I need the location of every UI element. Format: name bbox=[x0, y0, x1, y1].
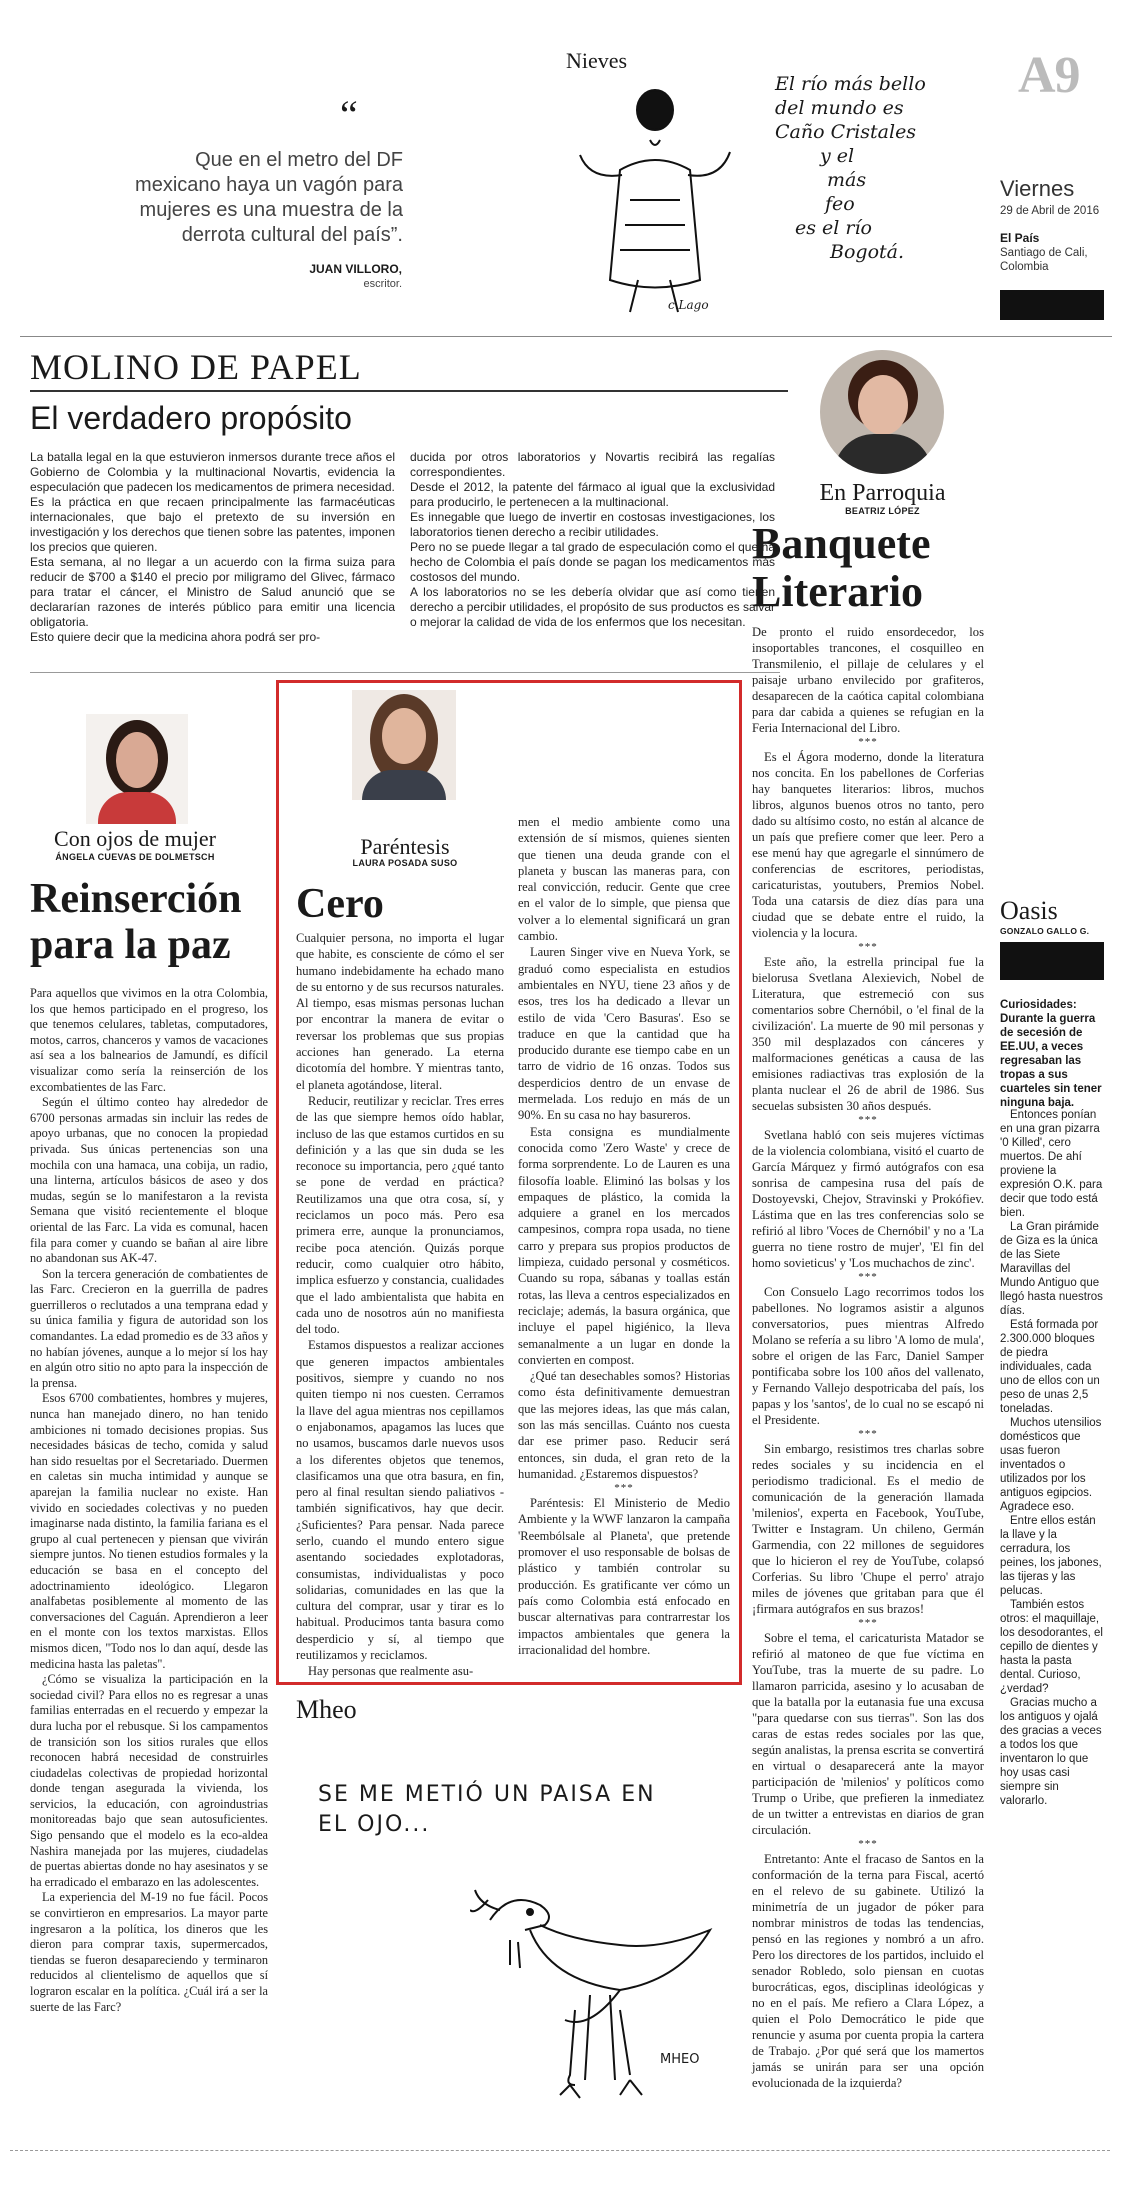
paragraph: Es el Ágora moderno, donde la literatura nos concita. En los pabellones de Corferias hay banquetes literarios: libros, muchos libros, algunos buenos otros no tanto, pero dado su altísimo costo, no están al alcance de un país que prefiere comer que leer. Pero a ese menú hay que agregarle el sinnúmero de conferencias de escritores, periodistas, caricaturistas, youtubers, Premios Nobel. Toda una catarsis de diez días para una ciudad que se debate entre el ruido, la violencia y la locura. bbox=[752, 750, 984, 940]
quote-role: escritor. bbox=[363, 278, 402, 290]
paragraph: Entre ellos están la llave y la cerradura, los peines, los jabones, las tijeras y las pelucas. bbox=[1000, 1515, 1102, 1597]
paragraph: La batalla legal en la que estuvieron inmersos durante trece años el Gobierno de Colombia y la multinacional Novartis, evidencia la especulación que padecen los medicamentos de primera necesidad. bbox=[30, 450, 395, 494]
molino-col2 bbox=[410, 450, 775, 630]
paper-name: El País bbox=[1000, 231, 1040, 245]
paragraph: Este año, la estrella principal fue la bielorusa Svetlana Alexievich, Nobel de Literatura, que estremeció con sus comentarios sobre Chernóbil, o 'el final de la civilización'. La muerte de 90 mil personas y 350 mil desplazados con cánceres y malformaciones genéticas a causa de las emisiones radiactivas tras explosión de la planta nuclear el 26 de abril de 1986. Sus secuelas subsisten 30 años después. bbox=[752, 955, 984, 1113]
quote-mark: “ bbox=[340, 92, 358, 137]
city: Santiago de Cali, Colombia bbox=[1000, 247, 1088, 273]
caption-line: más bbox=[827, 169, 867, 191]
parentesis-column-name: Paréntesis bbox=[360, 834, 450, 859]
masthead-black-bar bbox=[1000, 290, 1104, 320]
paragraph: Muchos utensilios domésticos que usas fueron inventados o utilizados por los antiguos egipcios. Agradece eso. bbox=[1000, 1417, 1102, 1513]
page-number: A9 bbox=[1018, 47, 1080, 104]
oasis-byline: GONZALO GALLO G. bbox=[1000, 926, 1090, 936]
parentesis-title: Cero bbox=[296, 881, 384, 927]
parentesis-col2 bbox=[518, 814, 730, 1658]
separator-stars: *** bbox=[858, 941, 878, 953]
paragraph: ¿Cómo se visualiza la participación en la sociedad civil? Para ellos no es regresar a unas familias enterradas en el recuerdo y empezar la dura lucha por el rebusque. Si los campamentos de transición son los sitios rurales que ellos reconocen habrá necesidad de construirles ciudadelas colectivas de propiedad horizontal donde tengan asegurada la vivienda, los servicios, la educación, con agroindustrias monitoreadas bajo que sean autosuficientes. Sigo pensando que el modelo es la eco-aldea Nashira manejada por las mujeres, ciudadelas de puertas abiertas donde no hay asesinatos y se ha erradicado el embarazo en las adolescentes. bbox=[30, 1672, 268, 1889]
quote-author: JUAN VILLORO, bbox=[309, 262, 402, 276]
paragraph: También estos otros: el maquillaje, los desodorantes, el cepillo de dientes y hasta la pasta dental. Curioso, ¿verdad? bbox=[1000, 1599, 1103, 1695]
separator-stars: *** bbox=[858, 1838, 878, 1850]
parroquia-body bbox=[752, 624, 984, 2091]
parentesis-byline: LAURA POSADA SUSO bbox=[352, 858, 458, 868]
top-cartoon-caption bbox=[775, 72, 955, 264]
molino-col1 bbox=[30, 450, 395, 645]
page-bottom-edge bbox=[10, 2150, 1110, 2151]
oasis-lead: Curiosidades: Durante la guerra de secesión de EE.UU, a veces regresaban las tropas a sus cuarteles sin tener ninguna baja. bbox=[1000, 999, 1102, 1109]
mheo-column-name: Mheo bbox=[296, 1695, 357, 1724]
paragraph: Entonces ponían en una gran pizarra '0 Killed', cero muertos. De ahí proviene la expresión O.K. para decir que todo está bien. bbox=[1000, 1109, 1103, 1219]
caption-line: Bogotá. bbox=[830, 241, 905, 263]
molino-section-title: MOLINO DE PAPEL bbox=[30, 347, 362, 387]
mheo-cartoon bbox=[470, 1870, 730, 2130]
paragraph: A los laboratorios no se les debería olvidar que así como tienen derecho a percibir utilidades, el propósito de sus productos es salvar o mejorar la calidad de vida de los enfermos que los necesitan. bbox=[410, 585, 775, 629]
paragraph: La experiencia del M-19 no fue fácil. Pocos se convirtieron en empresarios. La mayor parte ingresaron a la política, los dineros que les dieron para comprar taxis, supermercados, tiendas se fueron desapareciendo y terminaron reducidos al clientelismo de aquellos que sí lograron escalar en la política. ¿Cuál irá a ser la suerte de las Farc? bbox=[30, 1890, 268, 2014]
mheo-bird-drawing bbox=[470, 1870, 730, 2130]
parroquia-column-name: En Parroquia bbox=[819, 480, 946, 506]
separator-stars: *** bbox=[858, 1617, 878, 1629]
ojos-author-photo bbox=[86, 714, 188, 824]
separator-stars: *** bbox=[858, 736, 878, 748]
paragraph: Pero no se puede llegar a tal grado de especulación como el que ha hecho de Colombia el país donde se pagan los medicamentos más costosos del mundo. bbox=[410, 540, 775, 584]
paragraph: men el medio ambiente como una extensión de sí mismos, quienes sienten que tienen una deuda grande con el planeta y buscan las maneras para, con real convicción, reducir. Gente que cree en el valor de lo simple, que piensa que volver a lo elemental significará un gran cambio. bbox=[518, 815, 730, 944]
paragraph: Hay personas que realmente asu- bbox=[308, 1664, 474, 1679]
oasis-body bbox=[1000, 1108, 1104, 1808]
oasis-black-bar bbox=[1000, 942, 1104, 980]
parroquia-byline: BEATRIZ LÓPEZ bbox=[845, 506, 920, 516]
separator-stars: *** bbox=[858, 1428, 878, 1440]
paragraph: De pronto el ruido ensordecedor, los insoportables trancones, el cosquilleo en Transmilenio, el pillaje de celulares y el paisaje urbano envilecido por grafiteros, desaparecen de la caótica capital colombiana para dar cabida a quienes se refugian en la Feria Internacional del Libro. bbox=[752, 625, 984, 735]
date: 29 de Abril de 2016 bbox=[1000, 205, 1100, 217]
separator-stars: *** bbox=[614, 1482, 634, 1495]
quote-text: Que en el metro del DF mexicano haya un vagón para mujeres es una muestra de la derrota cultural del país”. bbox=[135, 149, 403, 246]
mheo-signature: MHEO bbox=[660, 2052, 700, 2067]
paragraph: ducida por otros laboratorios y Novartis recibirá las regalías correspondientes. bbox=[410, 450, 775, 479]
paragraph: Sobre el tema, el caricaturista Matador se refirió al matoneo de que fue víctima en YouTube, tras la muerte de su padre. Lo llamaron parricida, asesino y lo acusaban de que la batalla por la eutanasia fue una excusa "para quedarse con sus tierras". Son las dos caras de estas redes sociales por las que, según analistas, la prensa escrita se convertirá en virtual o desaparecerá ante la mayor participación de 'milenios' y políticos como Trump o Uribe, que prefieren la inmediatez de un twitter a entrevistas en diarios de gran circulación. bbox=[752, 1631, 984, 1837]
paragraph: Desde el 2012, la patente del fármaco al igual que la exclusividad para producirlo, le pertenecen a la multinacional. bbox=[410, 480, 775, 509]
caption-line: y el bbox=[820, 145, 855, 167]
paragraph: Esta semana, al no llegar a un acuerdo con la firma suiza para reducir de $700 a $140 el precio por miligramo del Glivec, fármaco para tratar el cáncer, el Ministro de Salud anunció que se declararían razones de interés público para emitir una licencia obligatoria. bbox=[30, 555, 395, 629]
oasis-column-name: Oasis bbox=[1000, 896, 1058, 925]
ojos-title: Reinserción para la paz bbox=[30, 876, 242, 968]
paragraph: Con Consuelo Lago recorrimos todos los pabellones. No logramos asistir a algunos conversatorios, pues mientras Alfredo Molano se refería a su libro 'A lomo de mula', sobre el origen de las Farc, Daniel Samper pontificaba sobre los 100 años del vallenato, y Fernando Vallejo despotricaba del país, los papas y los 'santos', de lo cual no se escapó ni el Presidente. bbox=[752, 1285, 984, 1427]
paragraph: Para aquellos que vivimos en la otra Colombia, los que hemos participado en el progreso, los que tenemos celulares, tabletas, computadores, motos, carros, chanceros y vamos de vacaciones así sea a los balnearios de Jamundí, es difícil visualizar como sería la reinserción de los excombatientes de las Farc. bbox=[30, 986, 268, 1094]
section-name: Nieves bbox=[566, 48, 628, 73]
caption-line: El río más bello bbox=[775, 73, 926, 95]
molino-title: El verdadero propósito bbox=[30, 400, 352, 436]
paragraph: Estamos dispuestos a realizar acciones que generen impactos ambientales positivos, siempre y cuando no nos quiten tiempo ni nos cuesten. Cerramos la llave del agua mientras nos cepillamos o enjabonamos, apagamos las luces que no usamos, buscamos darle nuevos usos a los diferentes objetos que tenemos, clasificamos una que otra basura, en fin, pero al final resultan siendo paliativos -también significativos, hay que decir. ¿Suficientes? Para pensar. Nada parece serlo, cuando el mundo entero sigue asentando sociedades explotadoras, consumistas, individualistas y poco solidarias, comunidades en las que la cultura del comprar, usar y tirar es lo habitual. Producimos tanta basura como desperdicio y sí, al tiempo que reutilizamos y reciclamos. bbox=[296, 1338, 504, 1663]
ojos-column-name: Con ojos de mujer bbox=[54, 826, 216, 851]
paragraph: ¿Qué tan desechables somos? Historias como ésta definitivamente demuestran que las mejores ideas, las que más calan, son las más sencillas. Cuánto nos cuesta dar ese primer paso. Reducir será entonces, sin duda, el gran reto de la humanidad. ¿Estaremos dispuestos? bbox=[518, 1369, 730, 1481]
caption-line: Caño Cristales bbox=[775, 121, 917, 143]
date-day: Viernes bbox=[1000, 176, 1075, 201]
caption-line: es el río bbox=[795, 217, 872, 239]
paragraph: Lauren Singer vive en Nueva York, se graduó como especialista en estudios ambientales en NYU, tiene 23 años y de esos, tres los ha dedicado a llevar un estilo de vida 'Cero Basuras'. Eso se traduce en que la cantidad que ha producido durante ese tiempo cabe en un tarro de vidrio de 16 onzas. Todos sus desperdicios dentro de un envase de mermelada. Los redujo en más de un 90%. En su casa no hay basureros. bbox=[518, 945, 730, 1123]
parentesis-col1 bbox=[296, 930, 504, 1680]
paragraph: Paréntesis: El Ministerio de Medio Ambiente y la WWF lanzaron la campaña 'Reembólsale al Planeta', que pretende promover el uso responsable de bolsas de plástico y también controlar su producción. Es gratificante ver cómo un país como Colombia está enfocado en buscar alternativas para contrarrestar los impactos ambientales que genera la irracionalidad del hombre. bbox=[518, 1496, 730, 1657]
mheo-speech: SE ME METIÓ UN PAISA EN EL OJO... bbox=[318, 1782, 656, 1837]
paragraph: Es la práctica en que recaen principalmente las farmacéuticas internacionales, que bajo el pretexto de su inversión en investigación y los derechos que tienen sobre las patentes, imponen los precios que quieren. bbox=[30, 495, 395, 554]
caption-line: feo bbox=[825, 193, 855, 215]
caption-line: del mundo es bbox=[775, 97, 904, 119]
ojos-byline: ÁNGELA CUEVAS DE DOLMETSCH bbox=[55, 852, 215, 862]
paragraph: Es innegable que luego de invertir en costosas investigaciones, los laboratorios tienen derecho a recibir utilidades. bbox=[410, 510, 775, 539]
paragraph: Sin embargo, resistimos tres charlas sobre redes sociales y su incidencia en el periodismo tradicional. Es el medio de comunicación de la generación llamada 'milenios', experta en Facebook, YouTube, Twitter e Instagram. Un chileno, Germán Garmendia, con 22 millones de seguidores que lo hicieron el rey de YouTube, colapsó Corferias. Su libro 'Chupe el perro' atrajo miles de jóvenes que gritaban para que él ¡firmara autógrafos en sus brazos! bbox=[752, 1442, 984, 1616]
ojos-body bbox=[30, 986, 268, 2015]
top-cartoon-signature: c.Lago bbox=[668, 298, 709, 312]
paragraph: Reducir, reutilizar y reciclar. Tres erres de las que siempre hemos oído hablar, incluso de las que estamos curtidos en su definición y a las que sin duda se les reconoce su importancia, pero ¿qué tanto se pone de verdad en práctica? Reutilizamos una que otra cosa, sí, y reciclamos un poco más. Pero esa primera erre, aunque la pronunciamos, recibe poca atención. Quizás porque reducir, como cualquier otro hábito, implica esfuerzo y constancia, cualidades que el lado ambientalista que habita en cada uno de nosotros aún no manifiesta del todo. bbox=[296, 1093, 504, 1337]
paragraph: La Gran pirámide de Giza es la única de las Siete Maravillas del Mundo Antiguo que llegó hasta nuestros días. bbox=[1000, 1221, 1103, 1317]
paragraph: Son la tercera generación de combatientes de las Farc. Crecieron en la guerrilla de padres guerrilleros o reclutados a una temprana edad y su única familia y figura de autoridad son los comandantes. La edad promedio es de 33 años y no habían jóvenes, aunque a lo mejor sí los hay en algún otro sitio no apto para la inspección de la prensa. bbox=[30, 1266, 269, 1390]
paragraph: Esos 6700 combatientes, hombres y mujeres, nunca han manejado dinero, no han tenido ambiciones ni tomado decisiones propias. Sus necesidades básicas de techo, comida y salud han sido resueltas por el Secretariado. Duermen en caletas sin mucha intimidad y aunque se aparejan la familia nuclear no existe. Han vivido en sociedades colectivas y no pueden imaginarse nada distinto, la familia fariana es el grupo al cual pertenecen y piensan que vivirán siempre juntos. No tienen estudios formales y la educación se basa en el concepto del adoctrinamiento ideológico. Llegaron analfabetas posiblemente al momento de las conversaciones del Caguán. Aprendieron a leer en el monte con los textos marxistas. Ellos mismos dicen, "Todo nos lo dan aquí, desde las medicina hasta las paletas". bbox=[30, 1391, 268, 1671]
paragraph: Esto quiere decir que la medicina ahora podrá ser pro- bbox=[30, 630, 321, 644]
separator-stars: *** bbox=[858, 1271, 878, 1283]
paragraph: Está formada por 2.300.000 bloques de piedra individuales, cada uno de ellos con un peso de unas 2,5 toneladas. bbox=[1000, 1319, 1100, 1415]
paragraph: Esta consigna es mundialmente conocida como 'Zero Waste' y crece de forma sorprendente. Lo de Lauren es una filosofía loable. Eliminó las bolsas y los empaques de plástico, la comida la adquiere a granel en los mercados campesinos, compra ropa usada, no tiene carro y prepara sus propios productos de limpieza, cuidado personal y cosméticos. Cuando su ropa, sábanas y toallas están rotas, las lleva a centros especializados en reciclaje; además, la basura orgánica, que incluye el papel higiénico, la lleva semanalmente a un lugar en donde la convierten en compost. bbox=[518, 1124, 730, 1367]
paragraph: Entretanto: Ante el fracaso de Santos en la conformación de la terna para Fiscal, acertó en el relevo de su gabinete. Utilizó la minimetría de un jugador de póker para nombrar ministros de todas las tendencias, pensó en las regiones y nombró a un afro. Pero los directores de los partidos, incluido el senador Robledo, solo piensan en cuotas burocráticas, egos, disciplinas ideológicas y no en el país. Me refiero a Clara López, a quien el Polo Democrático le pide que renuncie y asuma por cuenta propia la cartera de Trabajo. ¿Por qué será que los mamertos jamás se unirán para ser una opción evolucionada de la izquierda? bbox=[752, 1852, 984, 2090]
separator-stars: *** bbox=[858, 1114, 878, 1126]
parroquia-title: Banquete Literario bbox=[752, 519, 931, 616]
parentesis-author-photo bbox=[352, 690, 456, 800]
paragraph: Gracias mucho a los antiguos y ojalá des gracias a veces a todos los que inventaron lo que hoy usas casi siempre sin valorarlo. bbox=[1000, 1697, 1102, 1807]
parroquia-author-photo bbox=[820, 350, 944, 474]
paragraph: Cualquier persona, no importa el lugar que habite, es consciente de cómo el ser humano indebidamente ha echado mano de su entorno y de sus recursos naturales. Al tiempo, esas mismas personas luchan por encontrar la manera de evitar o reversar los problemas que sus propias acciones han generado. La eterna dicotomía del hombre. Y mientras tanto, el planeta agotándose, literal. bbox=[296, 931, 504, 1092]
paragraph: Svetlana habló con seis mujeres víctimas de la violencia colombiana, visitó el cuarto de García Márquez y firmó autógrafos con esa sonrisa de campesina rusa del país de Dostoyevski, Chejov, Stravinski y Prokófiev. Lástima que en las tres conferencias solo se refirió al libro 'Voces de Chernóbil' y no a 'La guerra no tiene rostro de mujer', 'El fin del homo sovieticus' y 'Los muchachos de zinc'. bbox=[752, 1128, 984, 1270]
paragraph: Según el último conteo hay alrededor de 6700 personas armadas sin incluir las redes de apoyo urbanas, que no conocen la propiedad privada. Sus únicas pertenencias son una mochila con una hamaca, una cobija, un radio, una linterna, artículos básicos de aseo y dos mudas, según se lo manifestaron a la revista Semana que visitó recientemente el bloque oriental de las Farc. La vida es comunal, hacen fila para comer y cuando se bañan al aire libre no abandonan sus AK-47. bbox=[30, 1095, 268, 1266]
